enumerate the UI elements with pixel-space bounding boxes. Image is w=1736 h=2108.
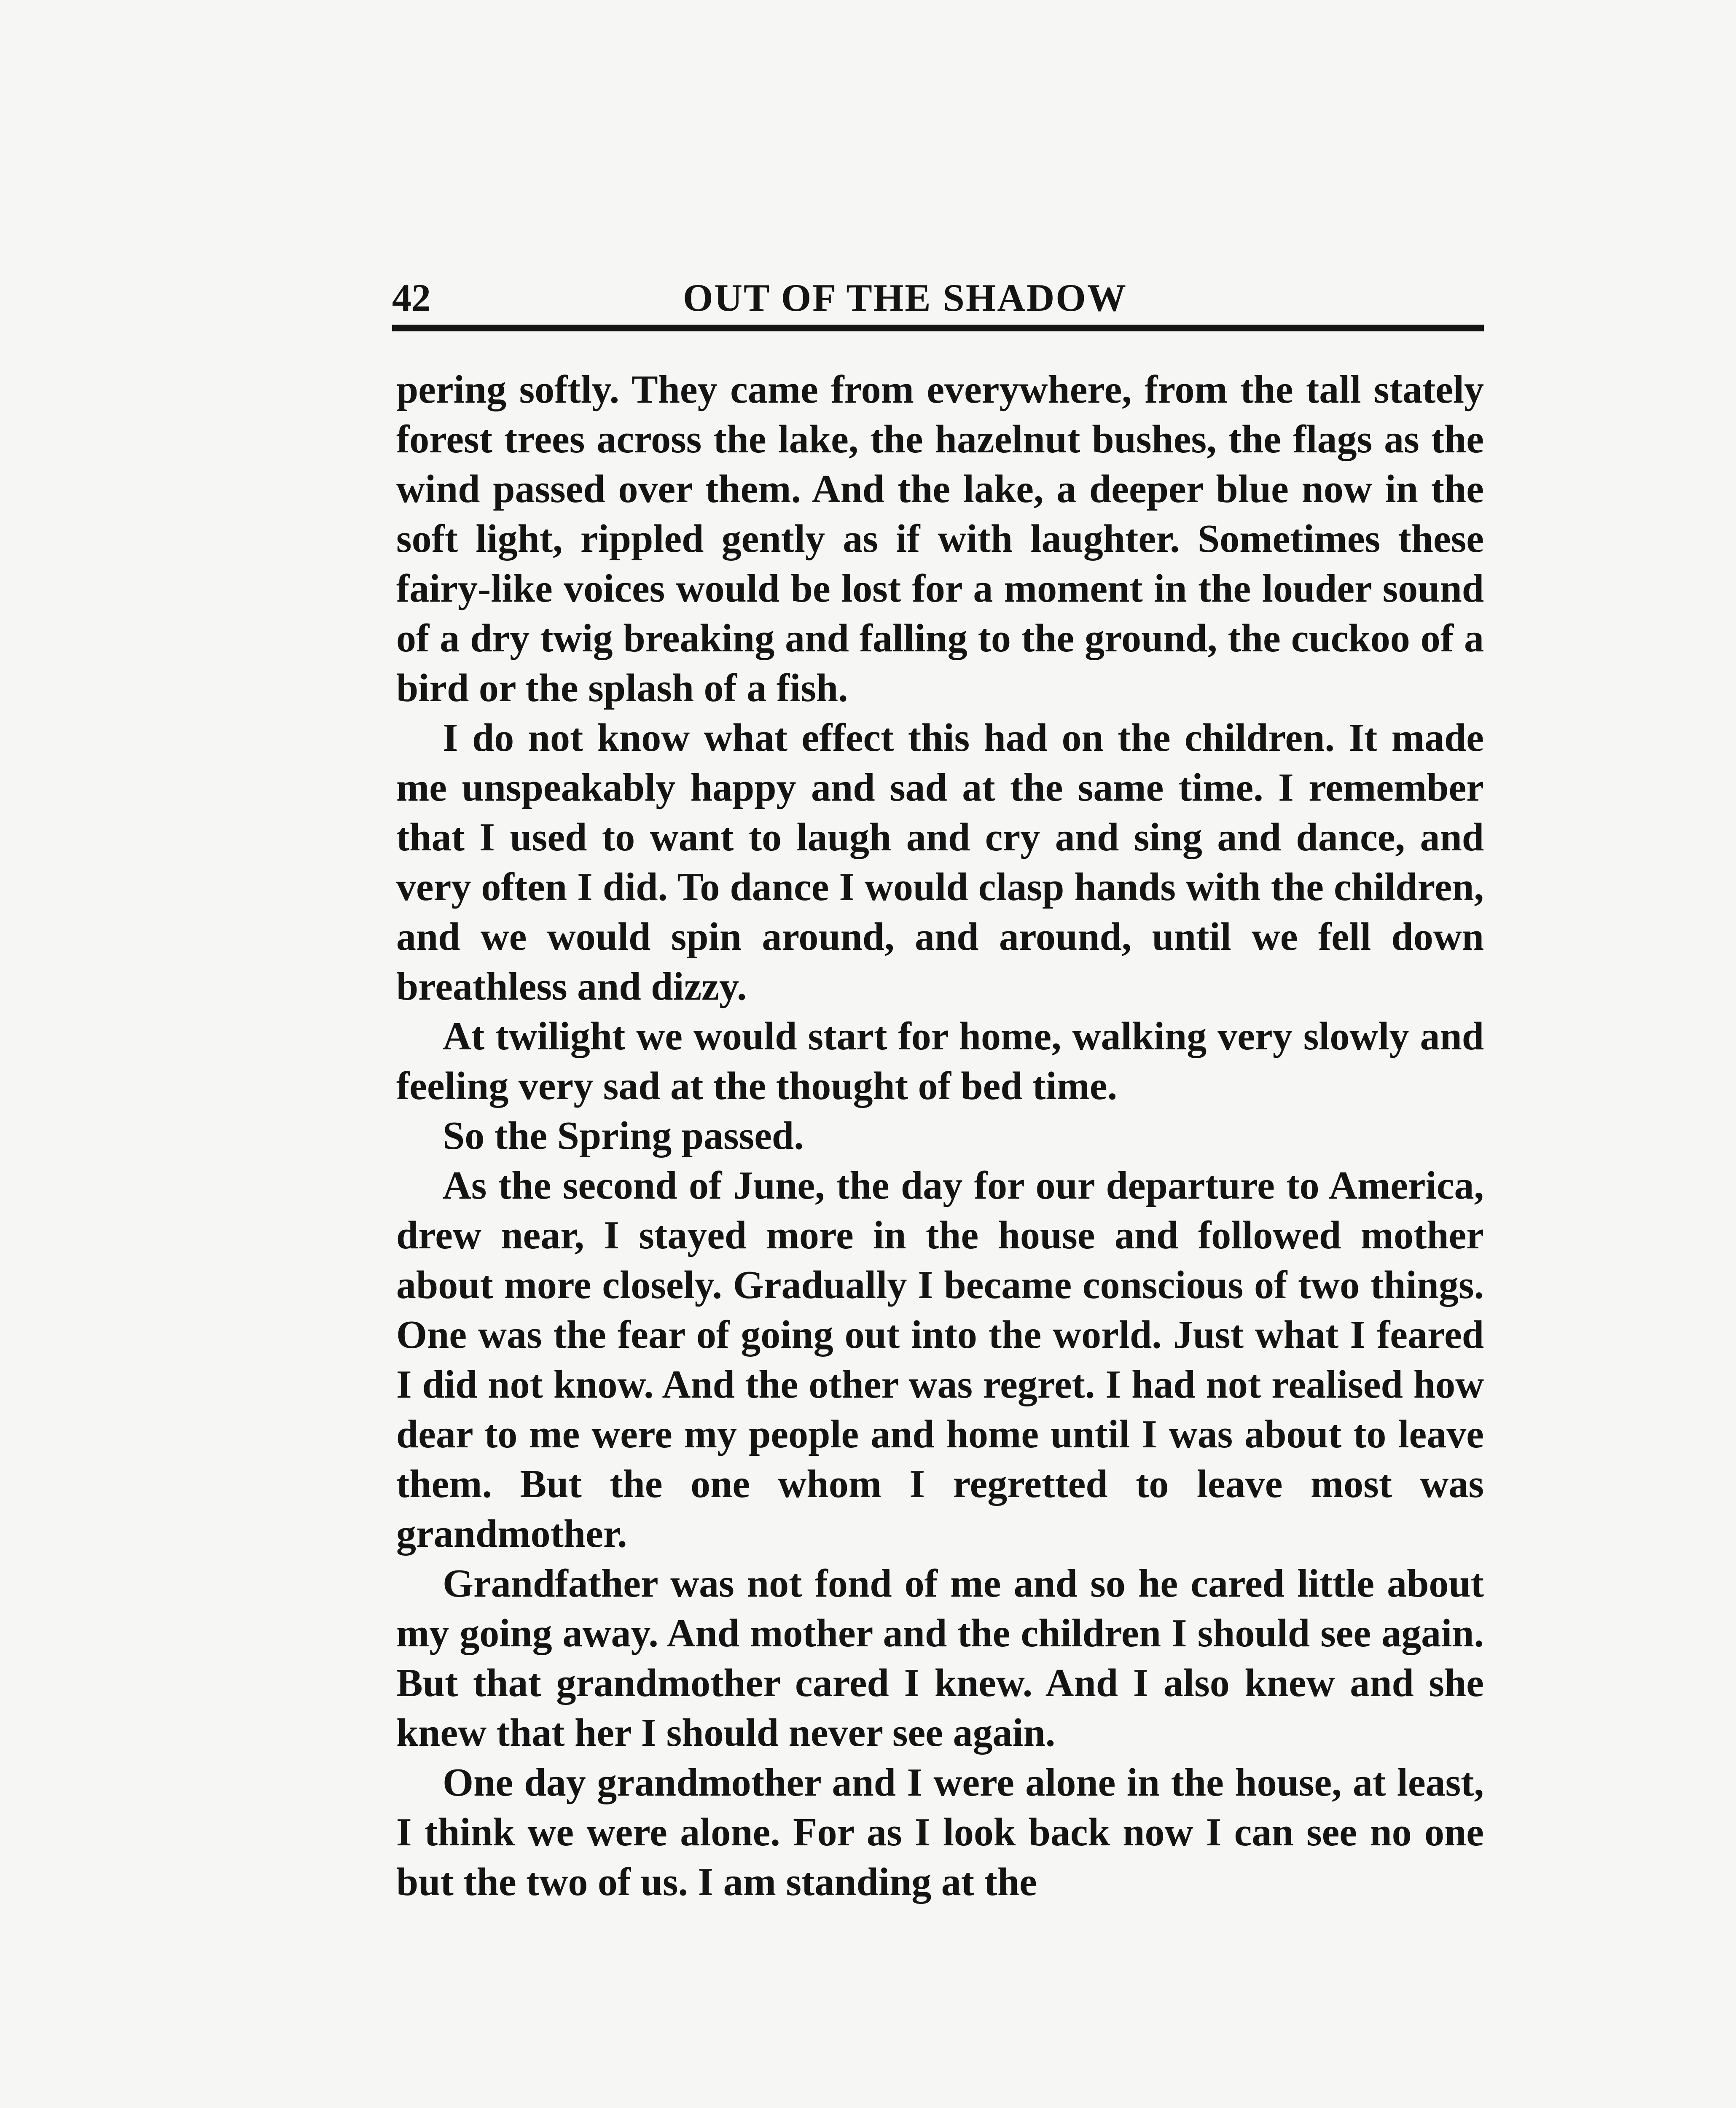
body-text xyxy=(396,365,1484,1907)
paragraph-6: Grandfather was not fond of me and so he cared little about my going away. And mother and the children I should see again. But that grandmother cared I knew. And I also knew and she knew that her I should never see again. xyxy=(396,1562,1484,1755)
paragraph-3: At twilight we would start for home, walking very slowly and feeling very sad at the thought of bed time. xyxy=(396,1014,1484,1108)
paragraph-7: One day grandmother and I were alone in the house, at least, I think we were alone. For as I look back now I can see no one but the two of us. I am standing at the xyxy=(396,1761,1484,1904)
paragraph-5: As the second of June, the day for our departure to America, drew near, I stayed more in the house and followed mother about more closely. Gradually I became conscious of two things. One was the fear of going out into the world. Just what I feared I did not know. And the other was regret. I had not realised how dear to me were my people and home until I was about to leave them. But the one whom I regretted to leave most was grandmother. xyxy=(396,1164,1484,1556)
running-title: OUT OF THE SHADOW xyxy=(683,276,1127,319)
page-number: 42 xyxy=(392,276,431,319)
paragraph-4: So the Spring passed. xyxy=(443,1114,804,1158)
paragraph-2: I do not know what effect this had on the children. It made me unspeakably happy and sad at the same time. I remember that I used to want to laugh and cry and sing and dance, and very often I did. To dance I would clasp hands with the children, and we would spin around, and around, until we fell down breathless and dizzy. xyxy=(396,716,1484,1008)
paragraph-1: pering softly. They came from everywhere, from the tall stately forest trees across the lake, the hazelnut bushes, the flags as the wind passed over them. And the lake, a deeper blue now in the soft light, rippled gently as if with laughter. Sometimes these fairy-like voices would be lost for a moment in the louder sound of a dry twig breaking and falling to the ground, the cuckoo of a bird or the splash of a fish. xyxy=(396,368,1484,710)
header-rule xyxy=(392,325,1484,331)
page-header xyxy=(392,270,1484,333)
